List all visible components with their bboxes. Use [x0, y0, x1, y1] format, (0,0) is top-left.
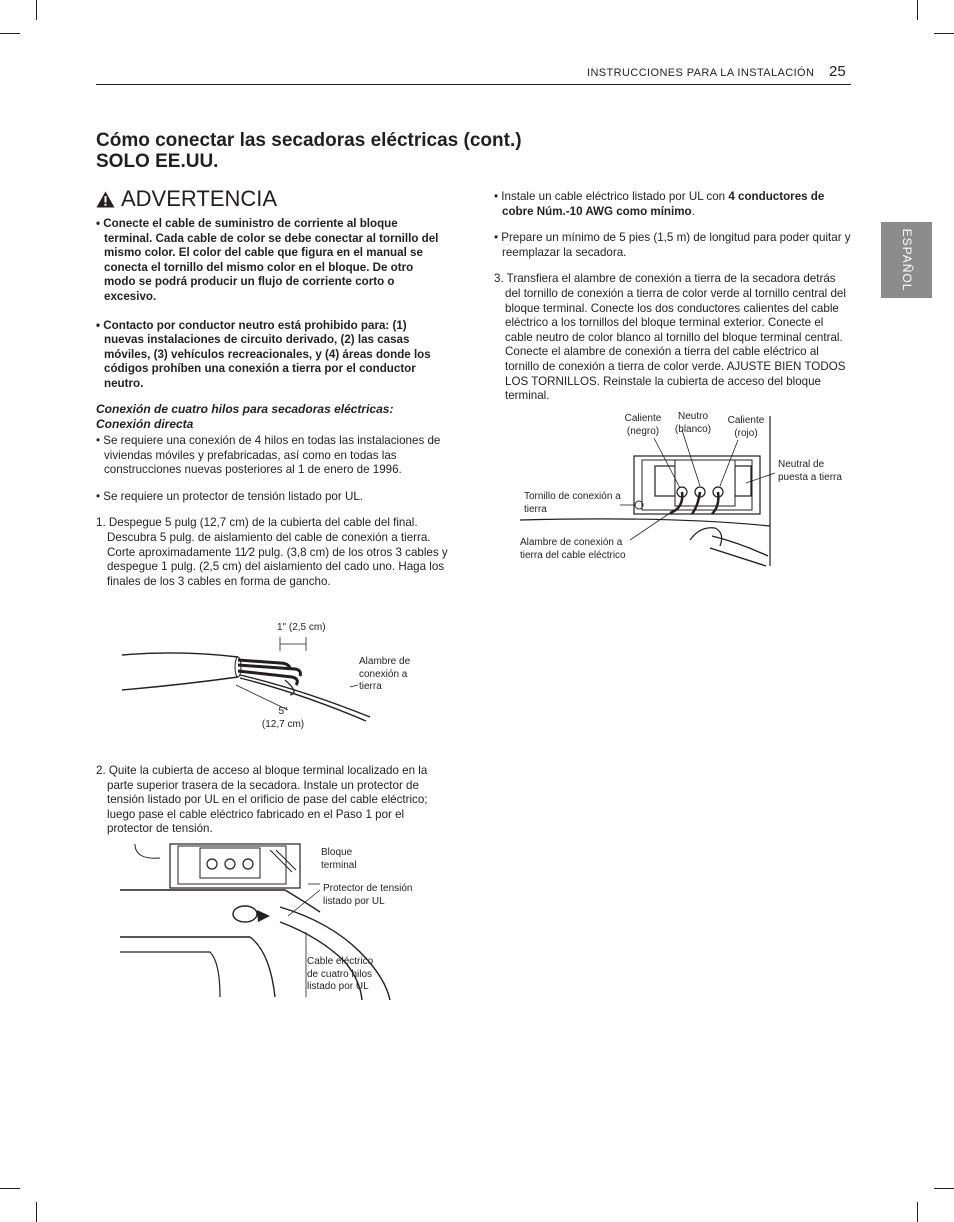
power-cord-label: Cable eléctrico de cuatro hilos listado por UL: [307, 956, 374, 992]
step-2-block: [96, 764, 451, 837]
requirement-bullet: • Se requiere un protector de tensión listado por UL.: [96, 489, 364, 503]
subsection-title-line2: Conexión directa: [96, 416, 194, 431]
subsection-body: [96, 434, 456, 589]
subsection-title: [96, 402, 446, 431]
page-number: 25: [829, 63, 846, 80]
warning-list: [96, 217, 441, 392]
language-tab-label: ESPAÑOL: [899, 228, 914, 292]
language-tab: [881, 222, 932, 298]
neutral-white-label: Neutro (blanco): [674, 411, 712, 435]
warning-item: • Conecte el cable de suministro de corriente al bloque terminal. Cada cable de color se debe conectar al tornillo del mismo color. El color del cable que figura en el manual se conecta el tornillo del mismo color en el bloque. De otro modo se podrá producir un flujo de corriente corto o excesivo.: [96, 217, 439, 303]
warning-item: • Contacto por conductor neutro está prohibido para: (1) nuevas instalaciones de circuito derivado, (2) las casas móviles, (3) vehículos recreacionales, y (4) áreas donde los códigos prohíben una conexión a tierra por el conductor neutro.: [96, 318, 431, 390]
hot-black-label: Caliente (negro): [624, 413, 662, 437]
cord-ground-wire-label: Alambre de conexión a tierra del cable eléctrico: [520, 537, 626, 561]
terminal-block-label: Bloque terminal: [321, 847, 357, 871]
header-rule: [96, 84, 851, 85]
crop-mark: [917, 1202, 918, 1222]
cord-requirement-bullet: [494, 190, 852, 219]
requirement-bullet: • Se requiere una conexión de 4 hilos en todas las instalaciones de viviendas móviles y prefabricadas, así como en todas las construcciones nuevas posteriores al 1 de enero de 1996.: [96, 434, 441, 477]
dimension-5in-metric: (12,7 cm): [261, 718, 305, 730]
page-title-line1: Cómo conectar las secadoras eléctricas (cont.): [96, 130, 522, 151]
dimension-1in-label: 1" (2,5 cm): [277, 622, 326, 633]
crop-mark: [934, 33, 954, 34]
cord-requirement-post: .: [691, 204, 695, 218]
right-column-text: [494, 190, 852, 404]
length-bullet: • Prepare un mínimo de 5 pies (1,5 m) de longitud para poder quitar y reemplazar la secadora.: [494, 231, 851, 259]
section-header: INSTRUCCIONES PARA LA INSTALACIÓN: [587, 67, 815, 79]
step-2: 2. Quite la cubierta de acceso al bloque terminal localizado en la parte superior trasera de la secadora. Instale un protector de tensión listado por UL en el orificio de pase del cable eléctrico; luego pase el cable eléctrico fabricado en el Paso 1 por el protector de tensión.: [96, 764, 428, 836]
warning-label: ADVERTENCIA: [121, 186, 278, 211]
crop-mark: [917, 0, 918, 20]
cord-requirement-pre: • Instale un cable eléctrico listado por UL con: [494, 190, 729, 203]
dimension-5in-label: [258, 706, 308, 731]
cord-requirement-bold: 4 conductores de cobre Núm.-10 AWG como mínimo: [502, 190, 825, 218]
crop-mark: [0, 33, 20, 34]
ground-wire-label: Alambre de conexión a tierra: [359, 656, 411, 692]
dimension-5in-value: 5": [278, 706, 288, 717]
ground-screw-label: Tornillo de conexión a tierra: [524, 491, 621, 515]
page-title: [96, 130, 596, 172]
hot-red-label: Caliente (rojo): [727, 415, 765, 439]
strain-relief-label: Protector de tensión listado por UL: [323, 883, 413, 907]
crop-mark: [36, 0, 37, 20]
subsection-title-line1: Conexión de cuatro hilos para secadoras eléctricas:: [96, 402, 394, 416]
page-title-line2: SOLO EE.UU.: [96, 151, 219, 172]
crop-mark: [934, 1188, 954, 1189]
step-1: 1. Despegue 5 pulg (12,7 cm) de la cubierta del cable del final. Descubra 5 pulg. de aislamiento del cable de conexión a tierra. Corte aproximadamente 11⁄2 pulg. (3,8 cm) de los otros 3 cables y despegue 1 pulg. (2,5 cm) del aislamiento del cado uno. Haga los finales de los 3 cables en forma de gancho.: [96, 516, 448, 588]
warning-icon: [96, 191, 115, 208]
crop-mark: [0, 1188, 20, 1189]
crop-mark: [36, 1202, 37, 1222]
neutral-ground-label: Neutral de puesta a tierra: [778, 459, 842, 483]
warning-heading: [96, 186, 277, 212]
step-3: 3. Transfiera el alambre de conexión a tierra de la secadora detrás del tornillo de conexión a tierra de color verde al tornillo central del bloque terminal. Conecte los dos conductores calientes del cable eléctrico a los tornillos del bloque terminal exterior. Conecte el cable neutro de color blanco al tornillo del bloque terminal central. Conecte el alambre de conexión a tierra del cable eléctrico al tornillo de conexión a tierra de color verde. AJUSTE BIEN TODOS LOS TORNILLOS. Reinstale la cubierta de acceso del bloque terminal.: [494, 272, 846, 403]
